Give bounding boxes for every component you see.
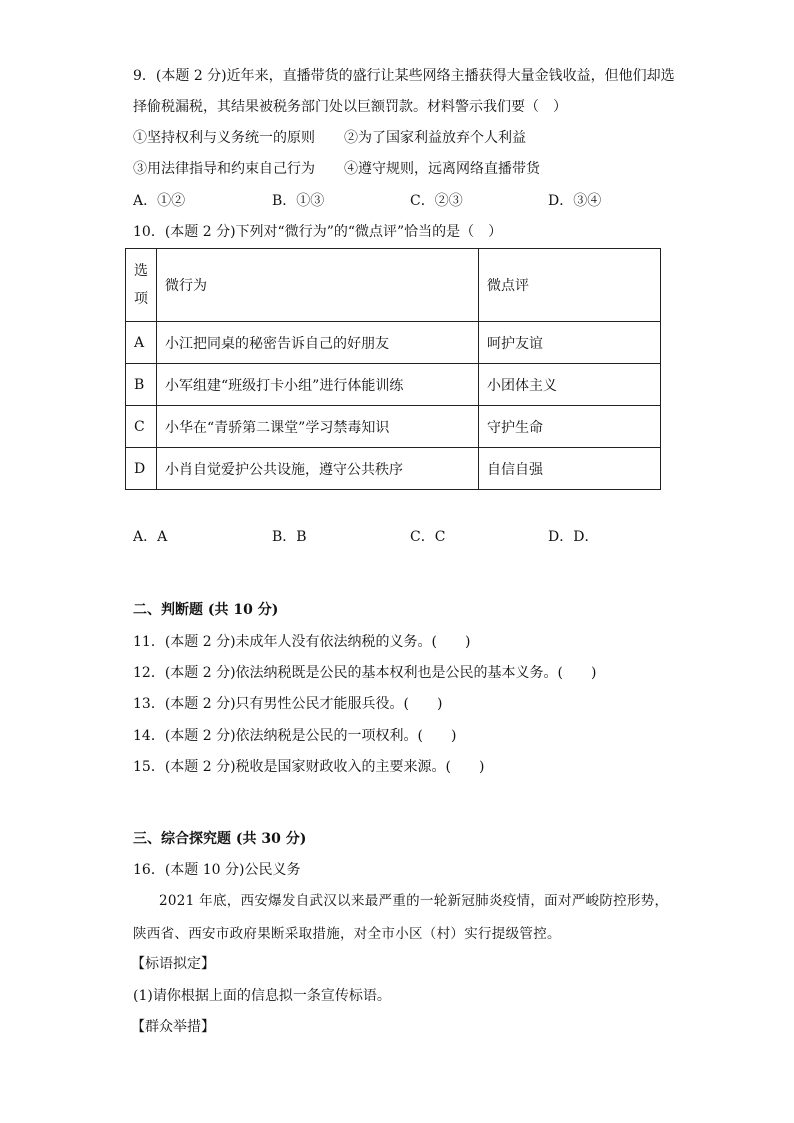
table-cell-option: D	[126, 448, 157, 490]
table-row	[126, 448, 661, 490]
q9-stem-line2: 择偷税漏税，其结果被税务部门处以巨额罚款。材料警示我们要（ ）	[133, 99, 567, 115]
table-cell-behavior: 小肖自觉爱护公共设施，遵守公共秩序	[157, 448, 479, 490]
q9-stem-line1: 9．(本题 2 分)近年来，直播带货的盛行让某些网络主播获得大量金钱收益，但他们却选	[133, 68, 675, 84]
q16-passage	[133, 885, 673, 951]
table-cell-option: A	[126, 322, 157, 364]
q9-statement-2: ②为了国家利益放弃个人利益	[344, 130, 526, 146]
table-header-row	[126, 249, 661, 322]
table-row	[126, 364, 661, 406]
table-cell-comment: 自信自强	[479, 448, 661, 490]
table-cell-option: B	[126, 364, 157, 406]
judge-item-14: 14．(本题 2 分)依法纳税是公民的一项权利。( )	[133, 728, 457, 744]
q10-option-a: A．A	[133, 529, 168, 545]
q10-stem: 10．(本题 2 分)下列对“微行为”的“微点评”恰当的是（ ）	[133, 224, 503, 240]
table-header-behavior: 微行为	[157, 249, 479, 322]
table-cell-behavior: 小华在“青骄第二课堂”学习禁毒知识	[157, 406, 479, 448]
judge-item-13: 13．(本题 2 分)只有男性公民才能服兵役。( )	[133, 696, 443, 712]
slogan-label: 【标语拟定】	[131, 956, 215, 972]
measures-label: 【群众举措】	[131, 1019, 215, 1035]
q9-statement-3: ③用法律指导和约束自己行为	[133, 161, 315, 177]
table-cell-comment: 呵护友谊	[479, 322, 661, 364]
table-cell-behavior: 小军组建“班级打卡小组”进行体能训练	[157, 364, 479, 406]
table-row	[126, 322, 661, 364]
table-cell-behavior: 小江把同桌的秘密告诉自己的好朋友	[157, 322, 479, 364]
q16-stem: 16．(本题 10 分)公民义务	[133, 862, 301, 878]
table-header-option	[126, 249, 157, 322]
table-cell-comment: 小团体主义	[479, 364, 661, 406]
table-header-comment: 微点评	[479, 249, 661, 322]
judge-item-11: 11．(本题 2 分)未成年人没有依法纳税的义务。( )	[133, 634, 471, 650]
section3-title: 三、综合探究题 (共 30 分)	[133, 831, 307, 847]
passage-text-1: 2021 年底，西安爆发自武汉以来最严重的一轮新冠肺炎疫情，面对严峻防控形势，	[159, 893, 669, 909]
q9-statement-4: ④遵守规则，远离网络直播带货	[344, 161, 540, 177]
judge-item-15: 15．(本题 2 分)税收是国家财政收入的主要来源。( )	[133, 759, 485, 775]
table-row	[126, 406, 661, 448]
q9-option-d: D．③④	[548, 193, 602, 209]
passage-line-1	[133, 885, 673, 918]
table-cell-comment: 守护生命	[479, 406, 661, 448]
q10-option-b: B．B	[272, 529, 307, 545]
table-cell-option: C	[126, 406, 157, 448]
judge-item-12: 12．(本题 2 分)依法纳税既是公民的基本权利也是公民的基本义务。( )	[133, 665, 597, 681]
q9-statement-1: ①坚持权利与义务统一的原则	[133, 130, 315, 146]
q16-sub1: (1)请你根据上面的信息拟一条宣传标语。	[133, 988, 391, 1004]
q9-option-b: B．①③	[272, 193, 325, 209]
q10-option-c: C．C	[410, 529, 446, 545]
q9-option-a: A．①②	[133, 193, 186, 209]
passage-line-2: 陕西省、西安市政府果断采取措施，对全市小区（村）实行提级管控。	[133, 926, 561, 942]
section2-title: 二、判断题 (共 10 分)	[133, 602, 279, 618]
header-option-label: 选项	[134, 263, 148, 307]
q10-table	[125, 248, 661, 490]
q9-option-c: C．②③	[410, 193, 463, 209]
q10-option-d: D．D．	[548, 529, 599, 545]
